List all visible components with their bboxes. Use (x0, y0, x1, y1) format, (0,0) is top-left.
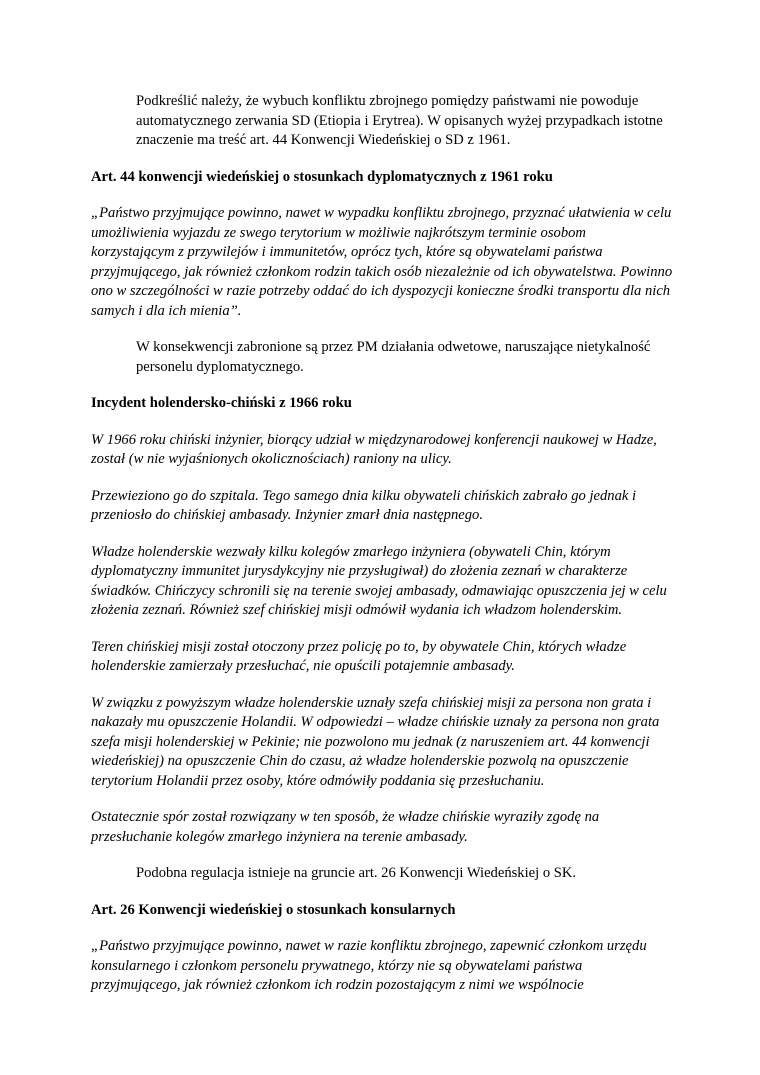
consequence-paragraph: W konsekwencji zabronione są przez PM działania odwetowe, naruszające nietykalność personelu dyplomatycznego. (136, 339, 651, 375)
quote-art-26: „Państwo przyjmujące powinno, nawet w razie konfliktu zbrojnego, zapewnić członkom urzędu konsularnego i członkom personelu prywatnego, którzy nie są obywatelami państwa przyjmującego, jak również członkom ich rodzin pozostającym z nimi we wspólnocie (91, 938, 647, 993)
incident-paragraph: W 1966 roku chiński inżynier, biorący udział w międzynarodowej konferencji naukowej w Hadze, został (w nie wyjaśnionych okolicznościach) raniony na ulicy. (91, 431, 657, 467)
heading-art-44: Art. 44 konwencji wiedeńskiej o stosunkach dyplomatycznych z 1961 roku (91, 168, 553, 185)
incident-paragraph: Przewieziono go do szpitala. Tego samego dnia kilku obywateli chińskich zabrało go jednak i przeniosło do chińskiej ambasady. Inżynier zmarł dnia następnego. (91, 487, 637, 523)
quote-art-44: „Państwo przyjmujące powinno, nawet w wypadku konfliktu zbrojnego, przyznać ułatwienia w celu umożliwienia wyjazdu ze swego terytorium w możliwie najkrótszym terminie osobom korzystającym z przywilejów i immunitetów, oprócz tych, które są obywatelami państwa przyjmującego, jak również członkom rodzin takich osób niezależnie od ich obywatelstwa. Powinno ono w szczególności w razie potrzeby oddać do ich dyspozycji konieczne środki transportu dla nich samych i dla ich mienia”. (91, 205, 673, 319)
incident-paragraph: Władze holenderskie wezwały kilku kolegów zmarłego inżyniera (obywateli Chin, którym dyplomatyczny immunitet jurysdykcyjny nie przysługiwał) do złożenia zeznań w charakterze świadków. Chińczycy schronili się na terenie swojej ambasady, odmawiając opuszczenia jej w celu złożenia zeznań. Również szef chińskiej misji odmówił wydania ich władzom holenderskim. (91, 543, 667, 618)
similar-regulation-paragraph: Podobna regulacja istnieje na gruncie art. 26 Konwencji Wiedeńskiej o SK. (136, 865, 577, 881)
intro-paragraph: Podkreślić należy, że wybuch konfliktu zbrojnego pomiędzy państwami nie powoduje automatycznego zerwania SD (Etiopia i Erytrea). W opisanych wyżej przypadkach istotne znaczenie ma treść art. 44 Konwencji Wiedeńskiej o SD z 1961. (136, 93, 663, 148)
heading-art-26: Art. 26 Konwencji wiedeńskiej o stosunkach konsularnych (91, 901, 456, 918)
heading-incident: Incydent holendersko-chiński z 1966 roku (91, 395, 352, 411)
incident-paragraph: Teren chińskiej misji został otoczony przez policję po to, by obywatele Chin, których władze holenderskie zamierzały przesłuchać, nie opuścili potajemnie ambasady. (91, 638, 627, 674)
incident-paragraph: W związku z powyższym władze holenderskie uznały szefa chińskiej misji za persona non grata i nakazały mu opuszczenie Holandii. W odpowiedzi – władze chińskie uznały za persona non grata szefa misji holenderskiej w Pekinie; nie pozwolono mu jednak (z naruszeniem art. 44 konwencji wiedeńskiej) na opuszczenie Chin do czasu, aż władze holenderskie pozwolą na opuszczenie terytorium Holandii przez osoby, które odmówiły poddania się przesłuchaniu. (91, 694, 660, 789)
incident-paragraph: Ostatecznie spór został rozwiązany w ten sposób, że władze chińskie wyraziły zgodę na przesłuchanie kolegów zmarłego inżyniera na terenie ambasady. (91, 809, 600, 845)
document-page (91, 92, 673, 996)
